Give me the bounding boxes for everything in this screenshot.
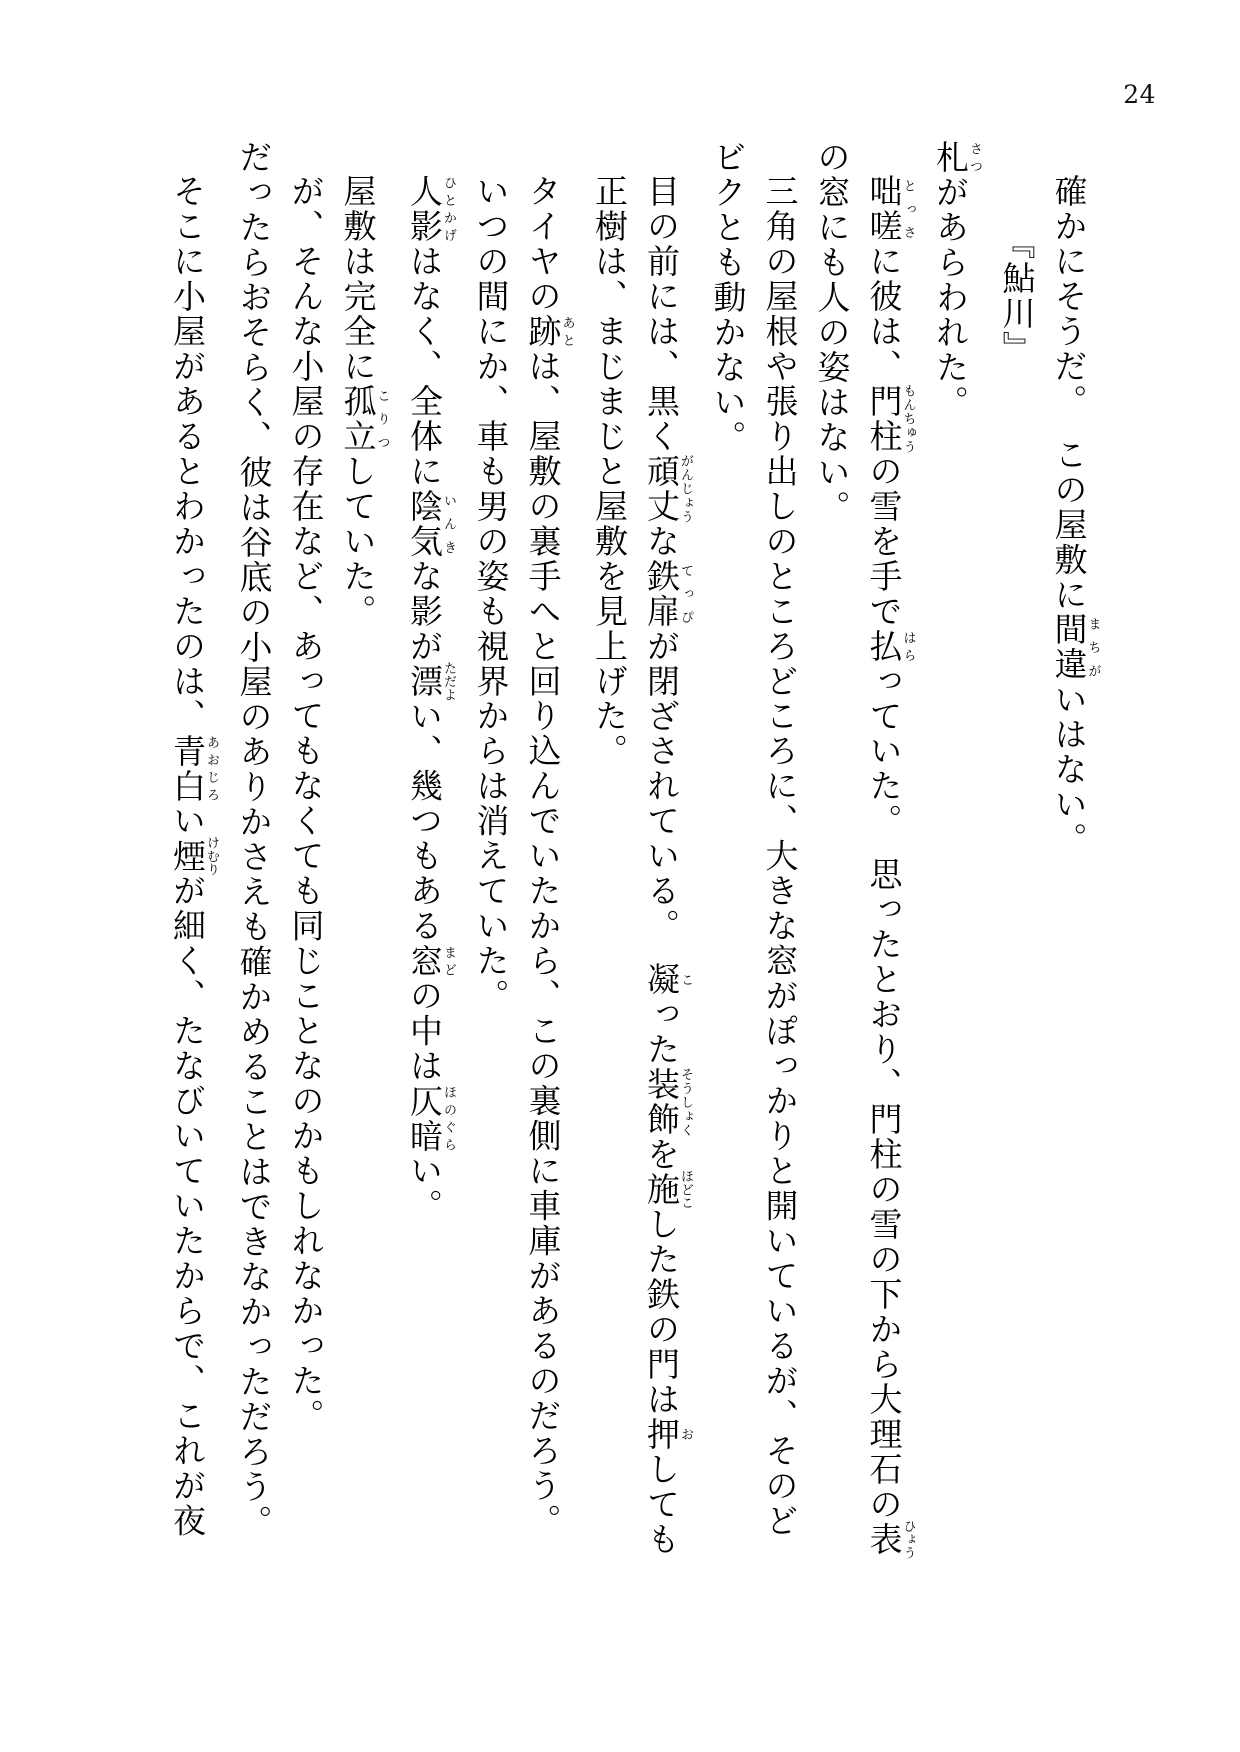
page-number: 24 bbox=[1123, 80, 1156, 109]
ruby-o: 押お bbox=[642, 1416, 693, 1452]
ruby-koritsu: 孤立こりつ bbox=[338, 383, 390, 454]
ruby-hyou: 表ひょう bbox=[864, 1519, 916, 1560]
ruby-hitokage: 人影ひとかげ bbox=[405, 174, 456, 244]
text-column: 屋敷は完全に孤立こりつしていた。 bbox=[338, 174, 390, 629]
ruby-aojiro: 青白あおじろ bbox=[168, 733, 219, 804]
ruby-honogura: 仄暗ほのぐら bbox=[405, 1083, 456, 1154]
ruby-monchuu: 門柱もんちゅう bbox=[864, 383, 916, 454]
ruby-soushoku: 装飾そうしょく bbox=[642, 1067, 693, 1137]
vertical-text-body bbox=[152, 140, 1162, 1560]
ruby-kemuri: 煙けむり bbox=[168, 836, 219, 877]
text-column: の窓にも人の姿はない。 bbox=[812, 140, 852, 525]
ruby-ganjou: 頑丈がんじょう bbox=[642, 453, 693, 524]
text-column: 正樹は、まじまじと屋敷を見上げた。 bbox=[590, 174, 629, 769]
ruby-tossa: 咄嗟とっさ bbox=[864, 174, 916, 244]
text-column: 『鮎川』 bbox=[997, 226, 1037, 366]
text-column: 人影ひとかげはなく、全体に陰気いんきな影が漂ただよい、幾つもある窓まどの中は仄暗ほのぐらい。 bbox=[405, 174, 456, 1224]
ruby-hodoko: 施ほどこ bbox=[642, 1169, 693, 1210]
text-column: タイヤの跡あとは、屋敷の裏手へと回り込んでいたから、この裏側に車庫があるのだろう。 bbox=[523, 174, 575, 1539]
text-column: いつの間にか、車も男の姿も視界からは消えていた。 bbox=[471, 174, 511, 1014]
ruby-ato: 跡あと bbox=[523, 313, 575, 349]
text-column: 札さつがあらわれた。 bbox=[931, 140, 982, 420]
ruby-mado: 窓まど bbox=[405, 943, 456, 979]
text-column: 三角の屋根や張り出しのところどころに、大きな窓がぽっかりと開いているが、そのど bbox=[760, 174, 800, 1539]
text-column: 確かにそうだ。 この屋敷に間違まちがいはない。 bbox=[1049, 174, 1101, 858]
text-column: だったらおそらく、彼は谷底の小屋のありかさえも確かめることはできなかっただろう。 bbox=[234, 140, 274, 1540]
ruby-teppi: 鉄扉てっぴ bbox=[642, 558, 693, 629]
text-column: 目の前には、黒く頑丈がんじょうな鉄扉てっぴが閉ざされている。 凝こった装飾そうしょくを施ほどこした鉄の門は押おしても bbox=[642, 174, 693, 1557]
text-column: が、そんな小屋の存在など、あってもなくても同じことなのかもしれなかった。 bbox=[286, 174, 326, 1434]
ruby-ko: 凝こ bbox=[642, 962, 693, 998]
ruby-satsu: 札さつ bbox=[931, 140, 982, 175]
ruby-hara: 払はら bbox=[864, 628, 916, 664]
ruby-inki: 陰気いんき bbox=[405, 488, 456, 559]
text-column: そこに小屋があるとわかったのは、青白あおじろい煙けむりが細く、たなびいていたからで、これが夜 bbox=[168, 174, 219, 1539]
ruby-machiga: 間違まちが bbox=[1049, 612, 1101, 683]
text-column: ビクとも動かない。 bbox=[708, 140, 748, 455]
text-column: 咄嗟とっさに彼は、門柱もんちゅうの雪を手で払はらっていた。 思ったとおり、門柱の雪の下から大理石の表ひょう bbox=[864, 174, 916, 1560]
ruby-tadayo: 漂ただよ bbox=[405, 661, 456, 702]
